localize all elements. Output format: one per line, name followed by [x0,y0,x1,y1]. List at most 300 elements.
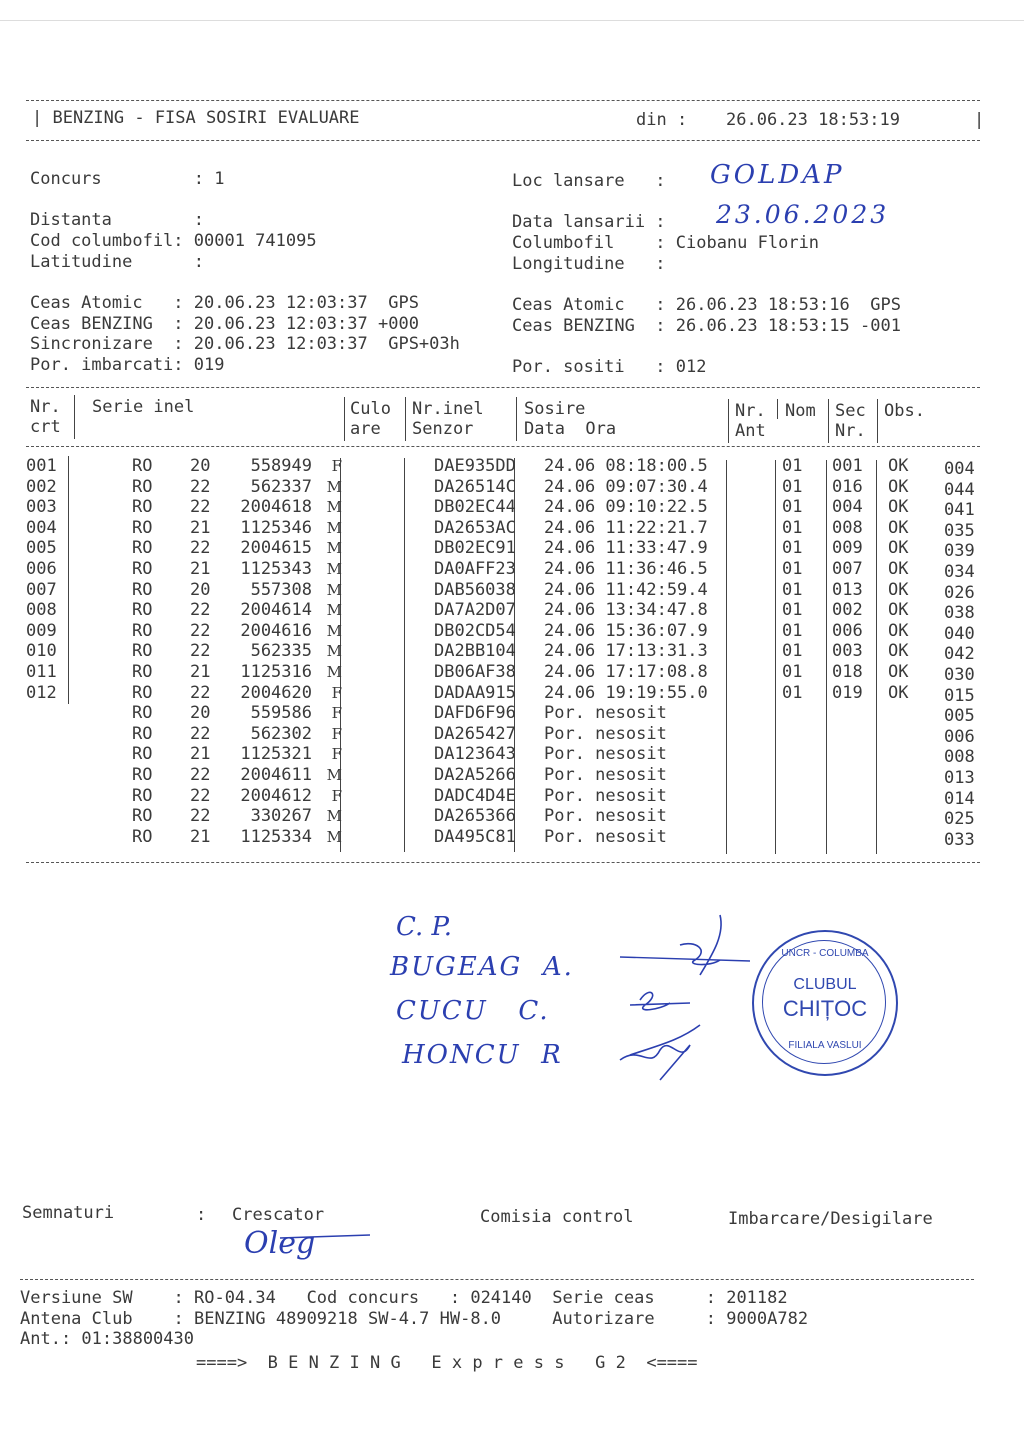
cell-obs: 005 [944,706,975,727]
crescator-signature: Oleg [244,1226,316,1261]
cell-obs: 040 [944,623,975,644]
col-culoare-header-2: are [350,419,381,439]
cell-nom [828,827,884,848]
cell-nom [828,744,884,765]
cell-gap [68,683,98,704]
cell-nr: 2004620 [240,682,312,703]
cell-senzor: DA265427 [434,723,516,744]
cell-nr: 330267 [250,806,312,827]
cell-nr: 562335 [250,641,312,662]
cell-sec: OK [888,641,909,662]
cell-tara: RO [132,620,153,641]
cell-sosire: 24.06 13:34:47.8 [544,600,708,621]
concurs-line: Concurs : 1 [30,169,225,189]
table-row [26,600,994,621]
table-row [26,765,994,786]
signature-scribbles [600,905,760,1095]
comisia-label: Comisia control [480,1207,634,1227]
col-obs-header: Obs. [884,401,925,421]
antena-line: Antena Club : BENZING 48909218 SW-4.7 HW-8.0 Autorizare : 9000A782 [20,1309,809,1329]
cell-crt [26,806,68,827]
col-serie-header: Serie inel [92,397,195,417]
table-row [26,703,994,724]
por-imbarcati-line: Por. imbarcati: 019 [30,355,225,375]
semnaturi-colon: : [196,1205,207,1225]
cell-obs: 041 [944,500,975,521]
cell-gap [68,744,98,765]
col-rule [777,399,778,419]
cell-tara: RO [132,826,153,847]
longitudine-line: Longitudine : [512,254,666,274]
ceas-atomic-start: Ceas Atomic : 20.06.23 12:03:37 GPS [30,293,419,313]
cell-gap [68,641,98,662]
cell-obs: 006 [944,726,975,747]
cell-tara: RO [132,600,153,621]
cell-nom [828,786,884,807]
cell-gap [348,683,428,704]
cell-senzor: DB02EC91 [434,538,516,559]
col-sosire-header: Sosire [524,399,586,419]
stamp-top-text: UNCR - COLUMBA [781,948,869,959]
cell-crt: 001 [26,456,57,476]
cell-ant: 01 [782,620,803,641]
cell-sex: M [326,539,342,558]
divider [26,140,980,141]
cell-senzor: DAB56038 [434,579,516,600]
cell-an: 22 [190,682,211,703]
col-sec-header: Sec [835,401,866,421]
stamp-center-line2: CHIȚOC [782,996,868,1021]
cell-ant: 01 [782,497,803,518]
ant-line: Ant.: 01:38800430 [20,1329,194,1349]
cell-an: 21 [190,517,211,538]
ceas-benzing-start: Ceas BENZING : 20.06.23 12:03:37 +000 [30,314,419,334]
cell-gap [68,662,98,683]
col-culoare-header: Culo [350,399,391,419]
cell-an: 21 [190,826,211,847]
cell-nom: 013 [832,579,863,600]
cell-ant: 01 [782,538,803,559]
data-lansare-handwritten: 23.06.2023 [716,200,890,229]
scan-edge [0,20,1024,21]
din-value: 26.06.23 18:53:19 [726,110,900,130]
cell-an: 22 [190,620,211,641]
cell-nom: 003 [832,641,863,662]
cell-gap [754,518,762,539]
table-row [26,806,994,827]
cell-senzor: DB06AF38 [434,661,516,682]
table-row [26,497,994,518]
cell-sex: M [326,518,342,537]
cell-sosire: 24.06 11:42:59.4 [544,579,708,600]
cell-crt: 006 [26,558,57,579]
cell-nom: 004 [832,497,863,518]
cell-sosire: Por. nesosit [544,764,667,785]
cell-gap [348,827,428,848]
cell-sec [884,744,938,765]
express-banner: ====> B E N Z I N G E x p r e s s G 2 <==== [196,1353,698,1373]
cell-obs: 013 [944,767,975,788]
cell-gap [68,786,98,807]
cell-nom: 018 [832,661,863,682]
cell-sex: M [326,601,342,620]
cell-crt: 003 [26,497,57,518]
cell-crt [26,765,68,786]
cell-gap [68,724,98,745]
cell-gap [68,538,98,559]
cell-gap [68,806,98,827]
crescator-label: Crescator [232,1205,325,1225]
col-senzor-header: Senzor [412,419,474,439]
cell-obs: 026 [944,582,975,603]
cell-ant: 01 [782,558,803,579]
versiune-line: Versiune SW : RO-04.34 Cod concurs : 024140 Serie ceas : 201182 [20,1288,788,1308]
cell-nr: 2004615 [240,538,312,559]
cell-senzor: DADC4D4E [434,785,516,806]
cell-nr: 2004618 [240,497,312,518]
cell-nom: 007 [832,558,863,579]
table-row [26,518,994,539]
divider [20,1279,974,1280]
cell-crt [26,703,68,724]
cell-sec: OK [888,579,909,600]
cell-nom: 002 [832,600,863,621]
cell-gap [754,683,762,704]
cell-nr: 2004616 [240,620,312,641]
table-row [26,662,994,683]
cell-nom [828,806,884,827]
cell-crt: 012 [26,682,57,703]
cell-crt: 011 [26,661,57,682]
cell-crt [26,724,68,745]
cell-an: 21 [190,661,211,682]
cell-sosire: 24.06 19:19:55.0 [544,682,708,703]
cell-nom: 006 [832,620,863,641]
cell-gap [68,703,98,724]
cell-gap [348,559,428,580]
por-sositi-line: Por. sositi : 012 [512,357,707,377]
cell-tara: RO [132,785,153,806]
col-rule [828,399,829,443]
cell-an: 22 [190,723,211,744]
cell-tara: RO [132,806,153,827]
stamp-center-line1: CLUBUL [793,976,857,993]
cell-sec [884,786,938,807]
cell-sex: F [331,704,342,723]
cell-senzor: DB02EC44 [434,497,516,518]
cell-obs: 042 [944,644,975,665]
cell-sec [884,724,938,745]
cell-gap [754,456,762,477]
cell-tara: RO [132,723,153,744]
cell-gap [68,621,98,642]
cell-tara: RO [132,456,153,476]
cell-gap [754,703,762,724]
cell-sec: OK [888,600,909,621]
cell-an: 20 [190,579,211,600]
cell-tara: RO [132,744,153,765]
cell-senzor: DA2BB104 [434,641,516,662]
cell-gap [754,600,762,621]
cell-gap [754,662,762,683]
cell-gap [68,456,98,477]
cell-an: 22 [190,497,211,518]
cell-sec: OK [888,538,909,559]
cell-nom [828,703,884,724]
table-row [26,621,994,642]
cell-obs: 008 [944,747,975,768]
din-label: din : [636,110,688,130]
cell-gap [348,641,428,662]
document-title: | BENZING - FISA SOSIRI EVALUARE [32,108,360,128]
cell-nr: 562337 [250,476,312,497]
table-row [26,786,994,807]
cell-sex: M [326,827,342,846]
cell-an: 20 [190,703,211,724]
cell-sec: OK [888,620,909,641]
divider [26,387,980,388]
cell-senzor: DA26514C [434,476,516,497]
cell-gap [348,621,428,642]
cell-sex: F [331,724,342,743]
cell-sosire: Por. nesosit [544,826,667,847]
cell-sosire: 24.06 09:10:22.5 [544,497,708,518]
cell-gap [348,662,428,683]
cell-gap [68,497,98,518]
cell-nr: 1125346 [240,517,312,538]
cell-nom [828,724,884,745]
cell-obs: 004 [944,459,975,479]
col-rule [405,397,406,441]
cell-senzor: DADAA915 [434,682,516,703]
loc-value-handwritten: GOLDAP [710,160,845,190]
col-rule [516,397,517,441]
cell-an: 22 [190,764,211,785]
cell-crt: 009 [26,620,57,641]
cell-sosire: 24.06 09:07:30.4 [544,476,708,497]
cell-gap [68,518,98,539]
cell-gap [348,477,428,498]
cell-gap [348,456,428,477]
cell-crt [26,827,68,848]
cell-crt: 007 [26,579,57,600]
cell-sosire: Por. nesosit [544,806,667,827]
cell-gap [68,827,98,848]
table-row [26,477,994,498]
cell-sex: F [331,745,342,764]
col-ant-header: Nr. [735,401,766,421]
cell-senzor: DA265366 [434,806,516,827]
table-row [26,559,994,580]
cell-nom [828,765,884,786]
cell-sec [884,827,938,848]
stamp-bottom-text: FILIALA VASLUI [788,1040,862,1051]
cell-obs: 025 [944,809,975,830]
cell-nr: 1125316 [240,661,312,682]
cell-sosire: 24.06 08:18:00.5 [544,456,708,476]
cell-obs: 039 [944,541,975,562]
cell-gap [754,744,762,765]
cell-gap [348,724,428,745]
cell-obs: 034 [944,561,975,582]
semnaturi-label: Semnaturi [22,1203,115,1223]
cell-senzor: DB02CD54 [434,620,516,641]
cell-nr: 558949 [250,456,312,476]
cell-gap [754,806,762,827]
divider [26,862,980,863]
cell-nom: 001 [832,456,863,476]
cell-senzor: DA123643 [434,744,516,765]
col-rule [877,399,878,443]
cell-gap [754,580,762,601]
cell-gap [348,518,428,539]
cell-gap [348,786,428,807]
cell-nr: 2004612 [240,785,312,806]
cell-an: 22 [190,785,211,806]
cell-nom: 008 [832,517,863,538]
data-lansare-label: Data lansarii : [512,212,666,232]
club-stamp [752,930,898,1076]
cell-sex: F [331,786,342,805]
handwriting-bugeag: BUGEAG A. [390,952,574,982]
cell-obs: 015 [944,685,975,706]
divider [26,100,980,101]
cell-crt: 002 [26,476,57,497]
cell-sex: M [326,498,342,517]
cell-ant: 01 [782,641,803,662]
table-row [26,827,994,848]
arrivals-table [26,456,994,850]
cell-gap [68,477,98,498]
cell-nom: 016 [832,476,863,497]
cell-gap [68,580,98,601]
col-data-ora-header: Data Ora [524,419,617,439]
cell-gap [754,559,762,580]
cell-tara: RO [132,641,153,662]
cell-obs: 038 [944,603,975,624]
cell-an: 22 [190,641,211,662]
cell-sec: OK [888,476,909,497]
cell-gap [348,580,428,601]
cell-sex: M [326,662,342,681]
table-row [26,683,994,704]
cell-sosire: 24.06 11:36:46.5 [544,558,708,579]
cell-ant: 01 [782,600,803,621]
cell-tara: RO [132,558,153,579]
cell-gap [754,538,762,559]
cell-sosire: 24.06 17:17:08.8 [544,661,708,682]
cell-sosire: 24.06 11:33:47.9 [544,538,708,559]
cell-nr: 562302 [250,723,312,744]
cell-ant [762,765,828,786]
cell-ant: 01 [782,476,803,497]
col-sec-header-2: Nr. [835,421,866,441]
table-row [26,744,994,765]
col-ant-header-2: Ant [735,421,766,441]
cell-tara: RO [132,661,153,682]
cell-sec: OK [888,558,909,579]
columbofil-line: Columbofil : Ciobanu Florin [512,233,820,253]
col-crt-header: crt [30,417,61,437]
cell-tara: RO [132,764,153,785]
cell-ant: 01 [782,661,803,682]
cell-senzor: DAE935DD [434,456,516,476]
cell-sec: OK [888,661,909,682]
cell-an: 21 [190,744,211,765]
cell-nr: 559586 [250,703,312,724]
cell-an: 22 [190,476,211,497]
cell-gap [348,497,428,518]
table-row [26,456,994,477]
cell-gap [348,600,428,621]
cell-tara: RO [132,517,153,538]
col-nrinel-header: Nr.inel [412,399,484,419]
cell-gap [348,744,428,765]
cell-gap [754,477,762,498]
cell-crt: 008 [26,600,57,621]
distanta-line: Distanta : [30,210,204,230]
cell-gap [348,765,428,786]
cell-tara: RO [132,497,153,518]
handwriting-cp: C. P. [396,912,452,942]
cell-obs: 035 [944,520,975,541]
cell-sosire: Por. nesosit [544,744,667,765]
cell-an: 22 [190,600,211,621]
divider [26,446,980,447]
cell-sosire: 24.06 17:13:31.3 [544,641,708,662]
cell-an: 22 [190,538,211,559]
cell-ant [762,724,828,745]
cell-tara: RO [132,538,153,559]
cell-sosire: Por. nesosit [544,723,667,744]
cell-nom: 019 [832,682,863,703]
cell-sex: M [326,642,342,661]
cell-sec [884,703,938,724]
cell-an: 21 [190,558,211,579]
cell-gap [754,827,762,848]
ceas-benzing-end: Ceas BENZING : 26.06.23 18:53:15 -001 [512,316,901,336]
cell-sosire: 24.06 11:22:21.7 [544,517,708,538]
col-rule [74,395,75,439]
table-row [26,641,994,662]
cell-nom: 009 [832,538,863,559]
table-row [26,538,994,559]
loc-label: Loc lansare : [512,171,666,191]
cell-obs: 033 [944,829,975,850]
cell-nr: 1125334 [240,826,312,847]
cell-obs: 030 [944,664,975,685]
table-row [26,724,994,745]
cell-sex: F [331,683,342,702]
cell-gap [68,600,98,621]
cell-tara: RO [132,476,153,497]
cell-gap [754,765,762,786]
handwriting-honcu: HONCU R [402,1040,563,1070]
cell-ant: 01 [782,579,803,600]
cell-an: 20 [190,456,211,476]
cell-gap [348,806,428,827]
cell-ant [762,744,828,765]
cell-gap [68,559,98,580]
cell-tara: RO [132,703,153,724]
cod-columbofil-line: Cod columbofil: 00001 741095 [30,231,317,251]
cell-crt: 005 [26,538,57,559]
cell-nr: 1125321 [240,744,312,765]
cell-obs: 014 [944,788,975,809]
cell-sosire: 24.06 15:36:07.9 [544,620,708,641]
sincronizare-line: Sincronizare : 20.06.23 12:03:37 GPS+03h [30,334,460,354]
col-nr-header: Nr. [30,397,61,417]
